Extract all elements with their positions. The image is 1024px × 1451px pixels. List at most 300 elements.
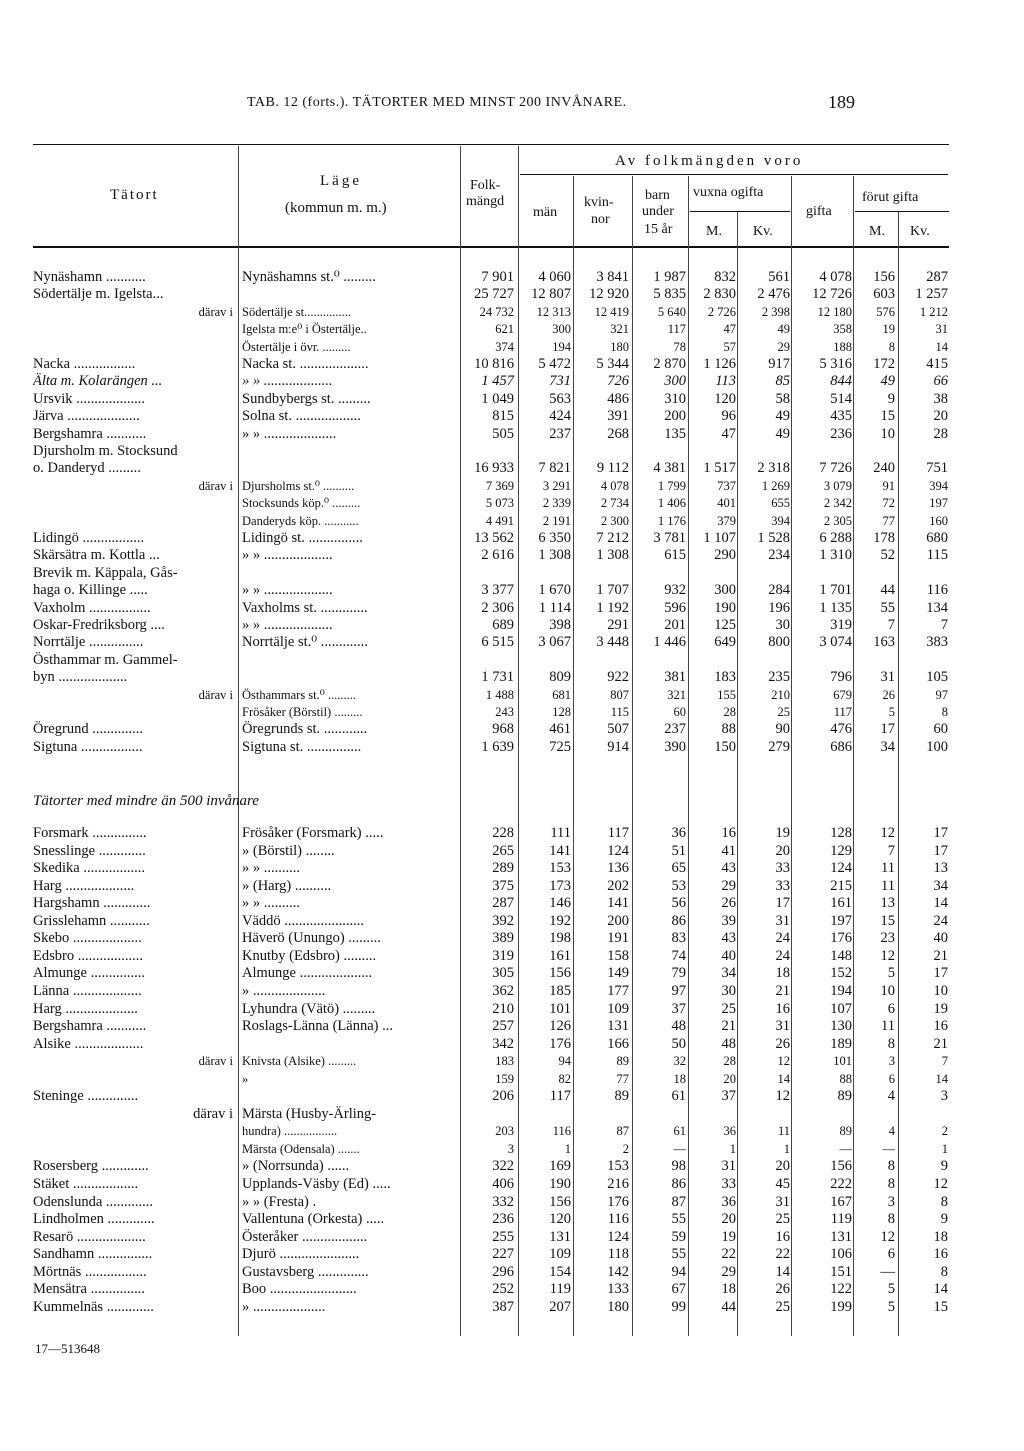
- value-fk: 1 257: [915, 286, 948, 303]
- value-folk: 389: [492, 930, 514, 947]
- value-kvin: 133: [607, 1281, 629, 1298]
- location-cell: Lyhundra (Vätö) .........: [242, 1000, 376, 1017]
- value-kvin: 3 448: [596, 634, 629, 651]
- value-kvin: 177: [607, 982, 629, 999]
- value-barn: 381: [664, 669, 686, 686]
- value-barn: 87: [671, 1193, 686, 1210]
- value-folk: 227: [492, 1246, 514, 1263]
- value-vm: 47: [723, 322, 736, 337]
- value-folk: 621: [495, 322, 514, 337]
- value-fm: 5: [887, 1298, 895, 1315]
- value-fm: 3: [888, 1054, 895, 1069]
- table-row: [0, 443, 1024, 460]
- value-fk: 680: [926, 530, 948, 546]
- table-row: [0, 426, 1024, 443]
- table-row: [0, 600, 1024, 617]
- value-fk: 8: [940, 1193, 948, 1210]
- value-folk: 387: [492, 1298, 514, 1315]
- table-row: [0, 478, 1024, 495]
- value-kvin: 77: [616, 1071, 629, 1086]
- value-man: 12 807: [531, 286, 571, 303]
- table-row: [0, 634, 1024, 651]
- value-man: 461: [549, 721, 571, 738]
- value-kvin: 191: [607, 930, 629, 947]
- value-man: 12 313: [536, 304, 571, 319]
- value-kvin: 5 344: [596, 356, 629, 372]
- value-fm: 26: [882, 687, 895, 702]
- table-row: [0, 983, 1024, 1000]
- value-fk: 160: [929, 513, 948, 528]
- location-cell: Stocksunds köp.⁰ .........: [242, 496, 361, 511]
- table-row: [0, 895, 1024, 912]
- table-row: [0, 356, 1024, 373]
- value-barn: 390: [664, 738, 686, 755]
- header-vuxna-m: M.: [706, 224, 722, 239]
- value-folk: 322: [492, 1158, 514, 1175]
- value-barn: 99: [671, 1298, 686, 1315]
- value-man: 116: [552, 1124, 571, 1139]
- value-vm: 57: [723, 339, 736, 354]
- value-barn: 321: [667, 687, 686, 702]
- value-man: 141: [549, 842, 571, 859]
- value-folk: 505: [492, 425, 514, 442]
- table-row: [0, 930, 1024, 947]
- value-gifta: 148: [830, 947, 852, 964]
- value-vm: 44: [721, 1298, 736, 1315]
- value-vm: 26: [721, 895, 736, 912]
- value-fm: 15: [880, 408, 895, 425]
- value-fm: 55: [880, 599, 895, 616]
- value-folk: 362: [492, 982, 514, 999]
- value-gifta: 679: [833, 687, 852, 702]
- header-forut-gifta: förut gifta: [862, 190, 919, 205]
- value-folk: 296: [492, 1263, 514, 1280]
- value-fk: 8: [941, 705, 948, 719]
- value-kvin: 124: [607, 842, 629, 859]
- value-kvin: 124: [607, 1228, 629, 1245]
- value-vk: 917: [768, 356, 790, 372]
- therein-label: därav i: [198, 687, 233, 702]
- value-barn: 98: [671, 1158, 686, 1175]
- value-folk: 159: [495, 1071, 514, 1086]
- value-man: 398: [549, 617, 571, 633]
- value-fk: 116: [926, 582, 948, 599]
- location-cell: Vaxholms st. .............: [242, 599, 368, 616]
- value-gifta: 156: [830, 1158, 852, 1175]
- header-barn-2: under: [642, 204, 674, 219]
- location-cell: » ....................: [242, 1298, 326, 1315]
- value-barn: 59: [671, 1228, 686, 1245]
- value-folk: 1 639: [481, 738, 514, 755]
- value-vm: 832: [714, 269, 736, 285]
- table-row: [0, 321, 1024, 338]
- table-row: [0, 1246, 1024, 1263]
- value-gifta: 3 079: [823, 478, 852, 493]
- value-gifta: 130: [830, 1018, 852, 1035]
- value-gifta: 188: [833, 339, 852, 354]
- value-vk: 45: [775, 1176, 790, 1192]
- value-barn: 1 799: [657, 478, 686, 493]
- table-row: [0, 1071, 1024, 1088]
- location-cell: Vallentuna (Orkesta) .....: [242, 1211, 385, 1228]
- table-row: [0, 1123, 1024, 1140]
- value-barn: 78: [673, 339, 686, 354]
- value-fm: 576: [876, 304, 895, 319]
- table-row: [0, 652, 1024, 669]
- value-vk: 25: [775, 1211, 790, 1228]
- value-man: 119: [549, 1281, 571, 1298]
- value-vk: 12: [777, 1054, 790, 1069]
- value-gifta: 12 726: [812, 286, 852, 303]
- locality-name: Nynäshamn ...........: [33, 269, 146, 285]
- value-folk: 236: [492, 1211, 514, 1228]
- value-gifta: 89: [837, 1088, 852, 1105]
- value-folk: 305: [492, 965, 514, 982]
- header-tatort: Tätort: [110, 187, 159, 203]
- table-row: [0, 825, 1024, 842]
- value-vk: 196: [768, 599, 790, 616]
- locality-name: Harg ....................: [33, 1000, 138, 1017]
- value-folk: 2 306: [481, 599, 514, 616]
- header-vuxna-ogifta: vuxna ogifta: [693, 185, 764, 200]
- value-vk: 12: [775, 1088, 790, 1105]
- table-row: [0, 1264, 1024, 1281]
- value-fm: 11: [881, 1018, 895, 1035]
- location-cell: » » ..........: [242, 860, 300, 877]
- value-gifta: 194: [830, 982, 852, 999]
- value-vm: 25: [721, 1000, 736, 1017]
- value-fm: 6: [888, 1071, 895, 1086]
- value-vm: 190: [714, 599, 736, 616]
- value-gifta: 5 316: [819, 356, 852, 372]
- value-vm: 1: [729, 1141, 736, 1156]
- value-vm: 150: [714, 738, 736, 755]
- value-man: 161: [549, 947, 571, 964]
- header-bottom-rule: [33, 246, 949, 248]
- locality-name: Sandhamn ...............: [33, 1246, 153, 1263]
- value-fm: 156: [873, 269, 895, 285]
- location-cell: » » ...................: [242, 547, 333, 564]
- locality-name: Stäket ..................: [33, 1176, 139, 1192]
- value-fm: 12: [880, 947, 895, 964]
- value-man: 109: [549, 1246, 571, 1263]
- value-fk: 20: [933, 408, 948, 425]
- value-kvin: 7 212: [596, 530, 629, 546]
- value-barn: 61: [673, 1124, 686, 1139]
- table-row: [0, 373, 1024, 390]
- value-man: 176: [549, 1035, 571, 1052]
- value-folk: 24 732: [479, 304, 514, 319]
- value-vk: 14: [777, 1071, 790, 1086]
- value-barn: 135: [664, 425, 686, 442]
- value-man: 154: [549, 1263, 571, 1280]
- value-fm: 11: [881, 860, 895, 877]
- value-fk: 19: [933, 1000, 948, 1017]
- value-vk: 85: [775, 373, 790, 390]
- table-row: [0, 1106, 1024, 1123]
- value-fm: 8: [887, 1176, 895, 1192]
- value-gifta: 3 074: [819, 634, 852, 651]
- location-cell: Östhammars st.⁰ .........: [242, 687, 357, 702]
- value-man: 173: [549, 877, 571, 894]
- value-kvin: 118: [607, 1246, 629, 1263]
- value-fm: 240: [873, 460, 895, 477]
- locality-name: Älta m. Kolarängen ...: [33, 373, 163, 390]
- value-folk: 252: [492, 1281, 514, 1298]
- value-fm: 15: [880, 912, 895, 929]
- table-row: [0, 495, 1024, 512]
- value-kvin: 117: [607, 825, 629, 841]
- value-gifta: 7 726: [819, 460, 852, 477]
- location-cell: Nynäshamns st.⁰ .........: [242, 269, 376, 285]
- value-fk: 17: [933, 965, 948, 982]
- value-vm: 113: [715, 373, 736, 390]
- value-vk: 235: [768, 669, 790, 686]
- value-fk: 21: [933, 1035, 948, 1052]
- value-folk: 375: [492, 877, 514, 894]
- locality-name: Snesslinge .............: [33, 842, 146, 859]
- locality-name: Lindholmen .............: [33, 1211, 155, 1228]
- value-barn: 1 446: [653, 634, 686, 651]
- value-barn: 300: [664, 373, 686, 390]
- therein-label: därav i: [193, 1105, 233, 1122]
- value-vm: 37: [721, 1088, 736, 1105]
- value-fk: 134: [926, 599, 948, 616]
- value-kvin: 2 300: [600, 513, 629, 528]
- location-cell: » » ....................: [242, 425, 337, 442]
- value-gifta: 6 288: [819, 530, 852, 546]
- value-folk: 689: [492, 617, 514, 633]
- header-folk-2: mängd: [466, 194, 505, 209]
- value-fk: 287: [926, 269, 948, 285]
- location-cell: Väddö ......................: [242, 912, 365, 929]
- value-vm: 29: [721, 1263, 736, 1280]
- value-fk: 14: [935, 1071, 948, 1086]
- value-fk: 9: [940, 1158, 948, 1175]
- value-vk: 31: [775, 1018, 790, 1035]
- value-man: 156: [549, 965, 571, 982]
- value-fk: 14: [933, 1281, 948, 1298]
- value-gifta: 151: [830, 1263, 852, 1280]
- value-gifta: 215: [830, 877, 852, 894]
- table-row: [0, 1229, 1024, 1246]
- locality-name: Djursholm m. Stocksund: [33, 443, 178, 459]
- value-barn: 56: [671, 895, 686, 912]
- value-vm: 300: [714, 582, 736, 599]
- value-barn: 61: [671, 1088, 686, 1105]
- value-kvin: 216: [607, 1176, 629, 1192]
- value-barn: 1 406: [657, 496, 686, 511]
- value-fm: 12: [880, 825, 895, 841]
- value-kvin: 136: [607, 860, 629, 877]
- value-kvin: 176: [607, 1193, 629, 1210]
- value-gifta: 4 078: [819, 269, 852, 285]
- therein-label: därav i: [198, 304, 233, 319]
- locality-name: byn ...................: [33, 669, 128, 686]
- value-gifta: 236: [830, 425, 852, 442]
- value-gifta: 319: [830, 617, 852, 633]
- value-vk: 16: [775, 1000, 790, 1017]
- table-row: [0, 408, 1024, 425]
- value-vk: 33: [775, 860, 790, 877]
- value-vm: 48: [721, 1035, 736, 1052]
- value-vk: 1 528: [757, 530, 790, 546]
- value-vk: 49: [775, 408, 790, 425]
- value-vk: 31: [775, 912, 790, 929]
- value-kvin: 12 419: [594, 304, 629, 319]
- table-row: [0, 669, 1024, 686]
- value-fk: 18: [933, 1228, 948, 1245]
- header-lage-sub: (kommun m. m.): [285, 200, 387, 216]
- value-vm: 19: [721, 1228, 736, 1245]
- value-fk: 751: [926, 460, 948, 477]
- value-folk: 319: [492, 947, 514, 964]
- value-kvin: 9 112: [596, 460, 629, 477]
- value-man: 725: [549, 738, 571, 755]
- value-vm: 28: [723, 705, 736, 719]
- value-fm: 3: [887, 1193, 895, 1210]
- value-folk: 3: [507, 1141, 514, 1156]
- value-fk: 60: [933, 721, 948, 738]
- vuxna-subrule: [690, 211, 790, 212]
- value-fk: 7: [941, 1054, 948, 1069]
- value-man: 6 350: [538, 530, 571, 546]
- value-vm: 36: [723, 1124, 736, 1139]
- header-gifta: gifta: [806, 204, 832, 219]
- value-gifta: 122: [830, 1281, 852, 1298]
- value-folk: 255: [492, 1228, 514, 1245]
- value-kvin: 89: [616, 1054, 629, 1069]
- value-gifta: 128: [830, 825, 852, 841]
- location-cell: » ....................: [242, 982, 326, 999]
- location-cell: Djurö ......................: [242, 1246, 360, 1263]
- header-kvin-2: nor: [591, 212, 610, 227]
- value-gifta: 101: [833, 1054, 852, 1069]
- locality-name: Norrtälje ...............: [33, 634, 144, 651]
- value-folk: 228: [492, 825, 514, 841]
- locality-name: Resarö ...................: [33, 1228, 146, 1245]
- locality-name: Grisslehamn ...........: [33, 912, 150, 929]
- value-vm: 40: [721, 947, 736, 964]
- value-fk: 100: [926, 738, 948, 755]
- value-fk: 9: [940, 1211, 948, 1228]
- value-vm: 33: [721, 1176, 736, 1192]
- value-vm: 29: [721, 877, 736, 894]
- value-fk: 3: [940, 1088, 948, 1105]
- value-folk: 4 491: [485, 513, 514, 528]
- value-gifta: —: [839, 1141, 852, 1156]
- value-gifta: 1 701: [819, 582, 852, 599]
- table-row: [0, 269, 1024, 286]
- value-folk: 203: [495, 1124, 514, 1139]
- location-cell: Almunge ....................: [242, 965, 373, 982]
- locality-name: Odenslunda .............: [33, 1193, 154, 1210]
- value-vk: 20: [775, 842, 790, 859]
- locality-name: o. Danderyd .........: [33, 460, 141, 477]
- value-man: 1 308: [538, 547, 571, 564]
- value-kvin: 1 308: [596, 547, 629, 564]
- value-barn: 55: [671, 1211, 686, 1228]
- value-folk: 406: [492, 1176, 514, 1192]
- value-folk: 206: [492, 1088, 514, 1105]
- value-folk: 2 616: [481, 547, 514, 564]
- table-row: [0, 582, 1024, 599]
- value-folk: 6 515: [481, 634, 514, 651]
- location-cell: hundra) .................: [242, 1124, 338, 1139]
- value-fm: 178: [873, 530, 895, 546]
- value-kvin: 391: [607, 408, 629, 425]
- value-gifta: 197: [830, 912, 852, 929]
- value-barn: 5 835: [653, 286, 686, 303]
- table-row: [0, 1211, 1024, 1228]
- header-kvin-1: kvin-: [584, 195, 614, 210]
- locality-name: Vaxholm .................: [33, 599, 151, 616]
- value-barn: 117: [667, 322, 686, 337]
- value-man: 7 821: [538, 460, 571, 477]
- value-barn: 932: [664, 582, 686, 599]
- table-row: [0, 1158, 1024, 1175]
- value-kvin: 2 734: [600, 496, 629, 511]
- value-fm: 52: [880, 547, 895, 564]
- location-cell: » (Börstil) ........: [242, 842, 335, 859]
- value-fm: 6: [887, 1000, 895, 1017]
- value-fm: 13: [880, 895, 895, 912]
- value-vm: 34: [721, 965, 736, 982]
- value-kvin: 142: [607, 1263, 629, 1280]
- value-vk: 24: [775, 947, 790, 964]
- value-kvin: 3 841: [596, 269, 629, 285]
- value-fk: 34: [933, 877, 948, 894]
- value-fm: 44: [880, 582, 895, 599]
- value-barn: 86: [671, 1176, 686, 1192]
- value-fk: 415: [926, 356, 948, 372]
- value-fm: 12: [880, 1228, 895, 1245]
- value-man: 185: [549, 982, 571, 999]
- value-fm: 163: [873, 634, 895, 651]
- value-vm: 36: [721, 1193, 736, 1210]
- value-vm: 379: [717, 513, 736, 528]
- value-barn: 237: [664, 721, 686, 738]
- location-cell: » » ..........: [242, 895, 300, 912]
- value-vm: 2 726: [707, 304, 736, 319]
- value-gifta: 476: [830, 721, 852, 738]
- value-vm: 2 830: [703, 286, 736, 303]
- value-barn: 65: [671, 860, 686, 877]
- value-vm: 41: [721, 842, 736, 859]
- value-vk: 279: [768, 738, 790, 755]
- table-row: [0, 1299, 1024, 1316]
- value-folk: 287: [492, 895, 514, 912]
- value-gifta: 514: [830, 390, 852, 407]
- value-vm: 20: [721, 1211, 736, 1228]
- location-cell: Roslags-Länna (Länna) ...: [242, 1018, 393, 1035]
- value-fk: 12: [933, 1176, 948, 1192]
- value-kvin: 149: [607, 965, 629, 982]
- page-number: 189: [828, 92, 855, 112]
- value-fm: 77: [882, 513, 895, 528]
- value-gifta: 129: [830, 842, 852, 859]
- value-barn: 48: [671, 1018, 686, 1035]
- value-gifta: 161: [830, 895, 852, 912]
- value-gifta: 152: [830, 965, 852, 982]
- value-barn: 97: [671, 982, 686, 999]
- value-vk: 11: [777, 1124, 790, 1139]
- value-gifta: 2 305: [823, 513, 852, 528]
- table-row: [0, 1176, 1024, 1193]
- value-kvin: 200: [607, 912, 629, 929]
- value-fk: 2: [941, 1124, 948, 1139]
- value-vk: 2 318: [757, 460, 790, 477]
